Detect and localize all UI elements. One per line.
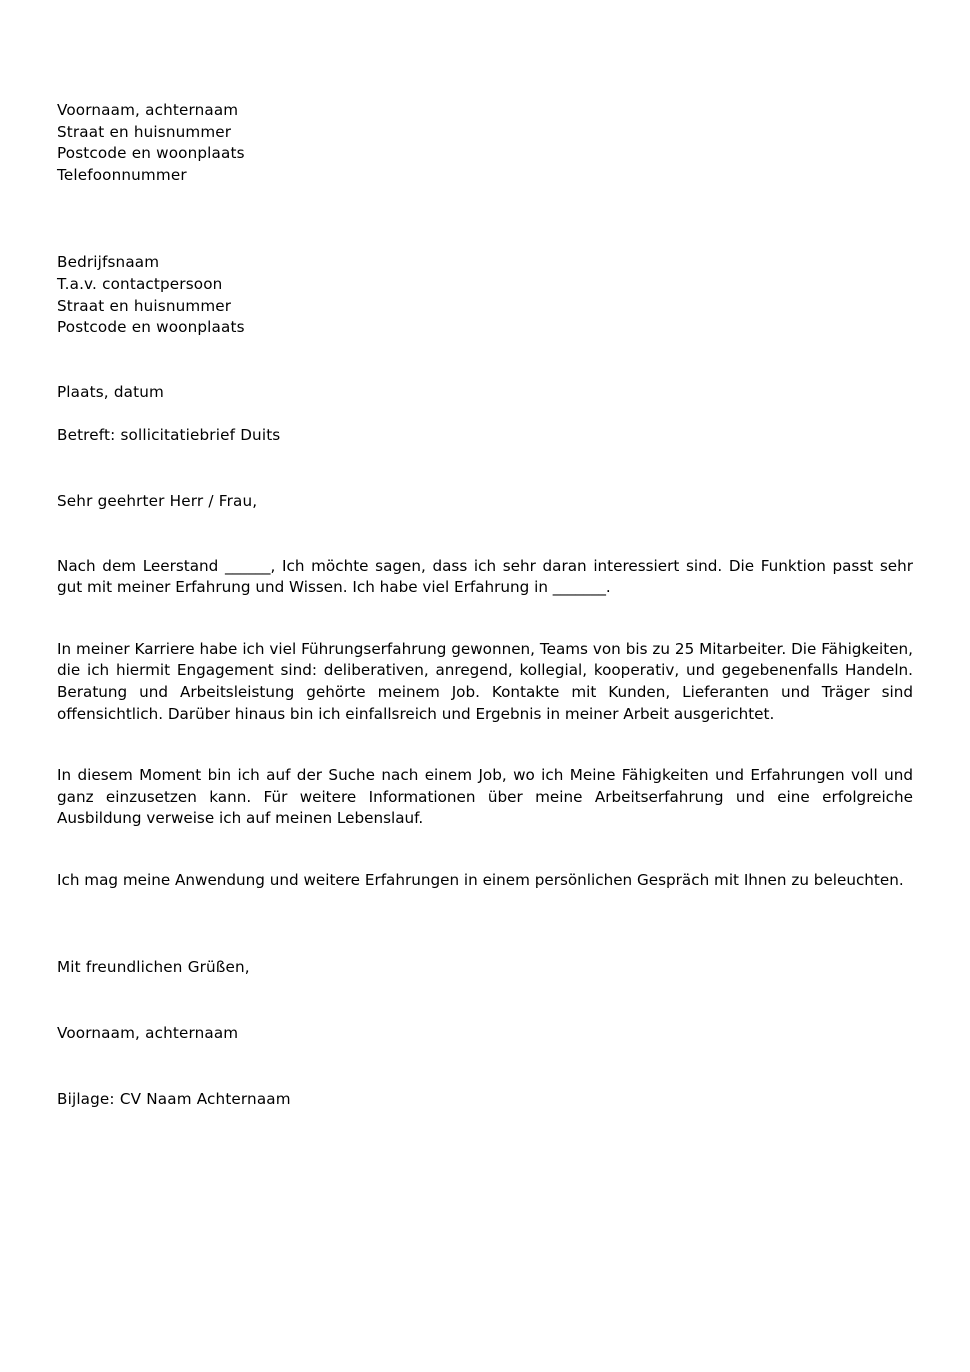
sender-address-block [57, 100, 913, 186]
sender-line-street: Straat en huisnummer [57, 122, 232, 141]
recipient-line-city: Postcode en woonplaats [57, 318, 245, 337]
signature-name: Voornaam, achternaam [57, 1024, 239, 1043]
spacer-after-paragraph-2 [57, 725, 913, 765]
spacer-after-sender [57, 186, 913, 252]
sender-line-name: Voornaam, achternaam [57, 101, 239, 119]
spacer-after-place-date [57, 403, 913, 425]
closing-salutation: Mit freundlichen Grüßen, [57, 958, 250, 977]
spacer-after-closing [57, 979, 913, 1023]
body-paragraph-3: In diesem Moment bin ich auf der Suche nach einem Job, wo ich Meine Fähigkeiten und Erfahrungen voll und ganz einzusetzen kann. Für weitere Informationen über meine Arbeitserfahrung und eine erfolgreiche Ausbildung verweise ich auf meinen Lebenslauf. [57, 766, 913, 828]
recipient-line-contact: T.a.v. contactpersoon [57, 274, 223, 293]
sender-line-phone: Telefoonnummer [57, 165, 187, 184]
body-paragraph-4: Ich mag meine Anwendung und weitere Erfahrungen in einem persönlichen Gespräch mit Ihnen zu beleuchten. [57, 870, 904, 889]
spacer-after-paragraph-4 [57, 891, 913, 957]
spacer-after-salutation [57, 513, 913, 556]
salutation: Sehr geehrter Herr / Frau, [57, 491, 258, 510]
body-paragraph-1: Nach dem Leerstand ______, Ich möchte sagen, dass ich sehr daran interessiert sind. Die Funktion passt sehr gut mit meiner Erfahrung und Wissen. Ich habe viel Erfahrung in _______. [57, 556, 913, 597]
place-date: Plaats, datum [57, 382, 164, 401]
spacer-after-paragraph-1 [57, 599, 913, 639]
spacer-after-signature [57, 1045, 913, 1089]
body-paragraph-2: In meiner Karriere habe ich viel Führungserfahrung gewonnen, Teams von bis zu 25 Mitarbeiter. Die Fähigkeiten, die ich hiermit Engagement sind: deliberativen, anregend, kollegial, kooperativ, und gegebenenfalls Handeln. Beratung und Arbeitsleistung gehörte meinem Job. Kontakte mit Kunden, Lieferanten und Träger sind offensichtlich. Darüber hinaus bin ich einfallsreich und Ergebnis in meiner Arbeit ausgerichtet. [57, 639, 913, 723]
spacer-after-subject [57, 447, 913, 491]
recipient-line-company: Bedrijfsnaam [57, 253, 160, 272]
spacer-after-recipient [57, 339, 913, 382]
enclosure-note: Bijlage: CV Naam Achternaam [57, 1089, 291, 1108]
recipient-line-street: Straat en huisnummer [57, 296, 232, 315]
spacer-after-paragraph-3 [57, 830, 913, 870]
document-body [57, 100, 913, 1110]
sender-line-city: Postcode en woonplaats [57, 144, 245, 163]
recipient-address-block [57, 252, 913, 338]
subject-line: Betreft: sollicitatiebrief Duits [57, 426, 281, 445]
